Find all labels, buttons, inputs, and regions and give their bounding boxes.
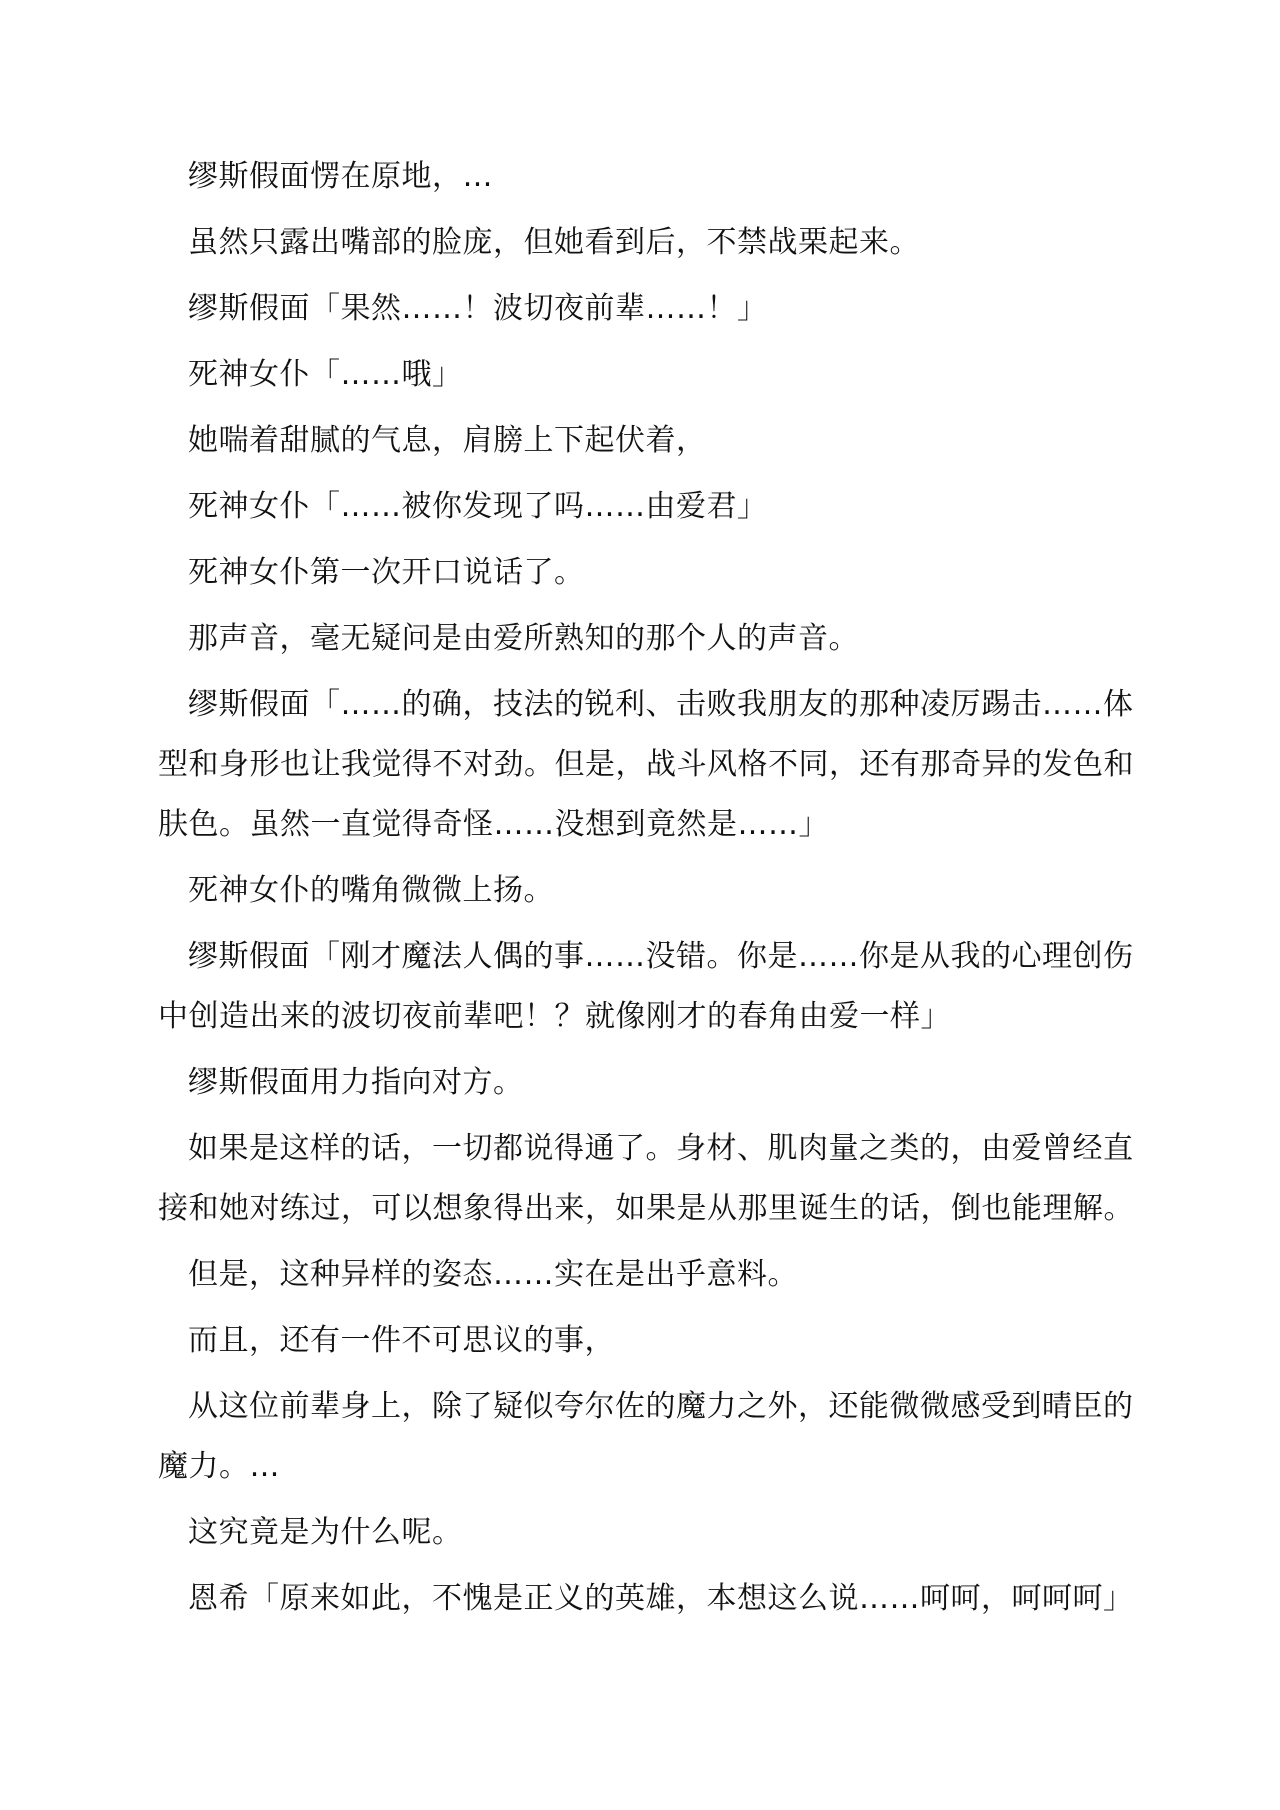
- text-line: 死神女仆第一次开口说话了。: [188, 555, 585, 590]
- text-line: 虽然只露出嘴部的脸庞，但她看到后，不禁战栗起来。: [188, 225, 920, 260]
- paragraph: [158, 1503, 1148, 1563]
- paragraph: [158, 1569, 1148, 1629]
- text-line: 但是，这种异样的姿态……实在是出乎意料。: [188, 1257, 798, 1292]
- text-line: 死神女仆的嘴角微微上扬。: [188, 873, 554, 908]
- paragraph: [158, 279, 1148, 339]
- paragraph: [158, 1119, 1148, 1239]
- document-page: [158, 147, 1148, 1635]
- text-line: 魔力。…: [158, 1449, 280, 1484]
- text-line: 死神女仆「……哦」: [188, 357, 463, 392]
- text-line: 如果是这样的话，一切都说得通了。身材、肌肉量之类的，由爱曾经直: [188, 1131, 1134, 1166]
- paragraph: [158, 477, 1148, 537]
- text-line: 而且，还有一件不可思议的事，: [188, 1323, 615, 1358]
- text-line: 恩希「原来如此，不愧是正义的英雄，本想这么说……呵呵，呵呵呵」: [188, 1581, 1134, 1616]
- text-line: 缪斯假面「果然……！波切夜前辈……！」: [188, 291, 768, 326]
- text-line: 缪斯假面「……的确，技法的锐利、击败我朋友的那种凌厉踢击……体: [188, 687, 1134, 722]
- paragraph: [158, 411, 1148, 471]
- text-line: 接和她对练过，可以想象得出来，如果是从那里诞生的话，倒也能理解。: [158, 1191, 1134, 1226]
- text-line: 缪斯假面愣在原地，…: [188, 159, 493, 194]
- text-line: 这究竟是为什么呢。: [188, 1515, 463, 1550]
- paragraph: [158, 213, 1148, 273]
- text-line: 缪斯假面「刚才魔法人偶的事……没错。你是……你是从我的心理创伤: [188, 939, 1134, 974]
- paragraph: [158, 675, 1148, 855]
- text-line: 她喘着甜腻的气息，肩膀上下起伏着，: [188, 423, 707, 458]
- paragraph: [158, 1377, 1148, 1497]
- text-line: 中创造出来的波切夜前辈吧！？就像刚才的春角由爱一样」: [158, 999, 951, 1034]
- paragraph: [158, 609, 1148, 669]
- paragraph: [158, 147, 1148, 207]
- paragraph: [158, 861, 1148, 921]
- paragraph: [158, 1053, 1148, 1113]
- text-line: 那声音，毫无疑问是由爱所熟知的那个人的声音。: [188, 621, 859, 656]
- paragraph: [158, 927, 1148, 1047]
- paragraph: [158, 1245, 1148, 1305]
- text-line: 死神女仆「……被你发现了吗……由爱君」: [188, 489, 768, 524]
- paragraph: [158, 543, 1148, 603]
- text-line: 缪斯假面用力指向对方。: [188, 1065, 524, 1100]
- paragraph: [158, 1311, 1148, 1371]
- text-line: 肤色。虽然一直觉得奇怪……没想到竟然是……」: [158, 807, 829, 842]
- text-line: 型和身形也让我觉得不对劲。但是，战斗风格不同，还有那奇异的发色和: [158, 747, 1134, 782]
- paragraph: [158, 345, 1148, 405]
- text-line: 从这位前辈身上，除了疑似夸尔佐的魔力之外，还能微微感受到晴臣的: [188, 1389, 1134, 1424]
